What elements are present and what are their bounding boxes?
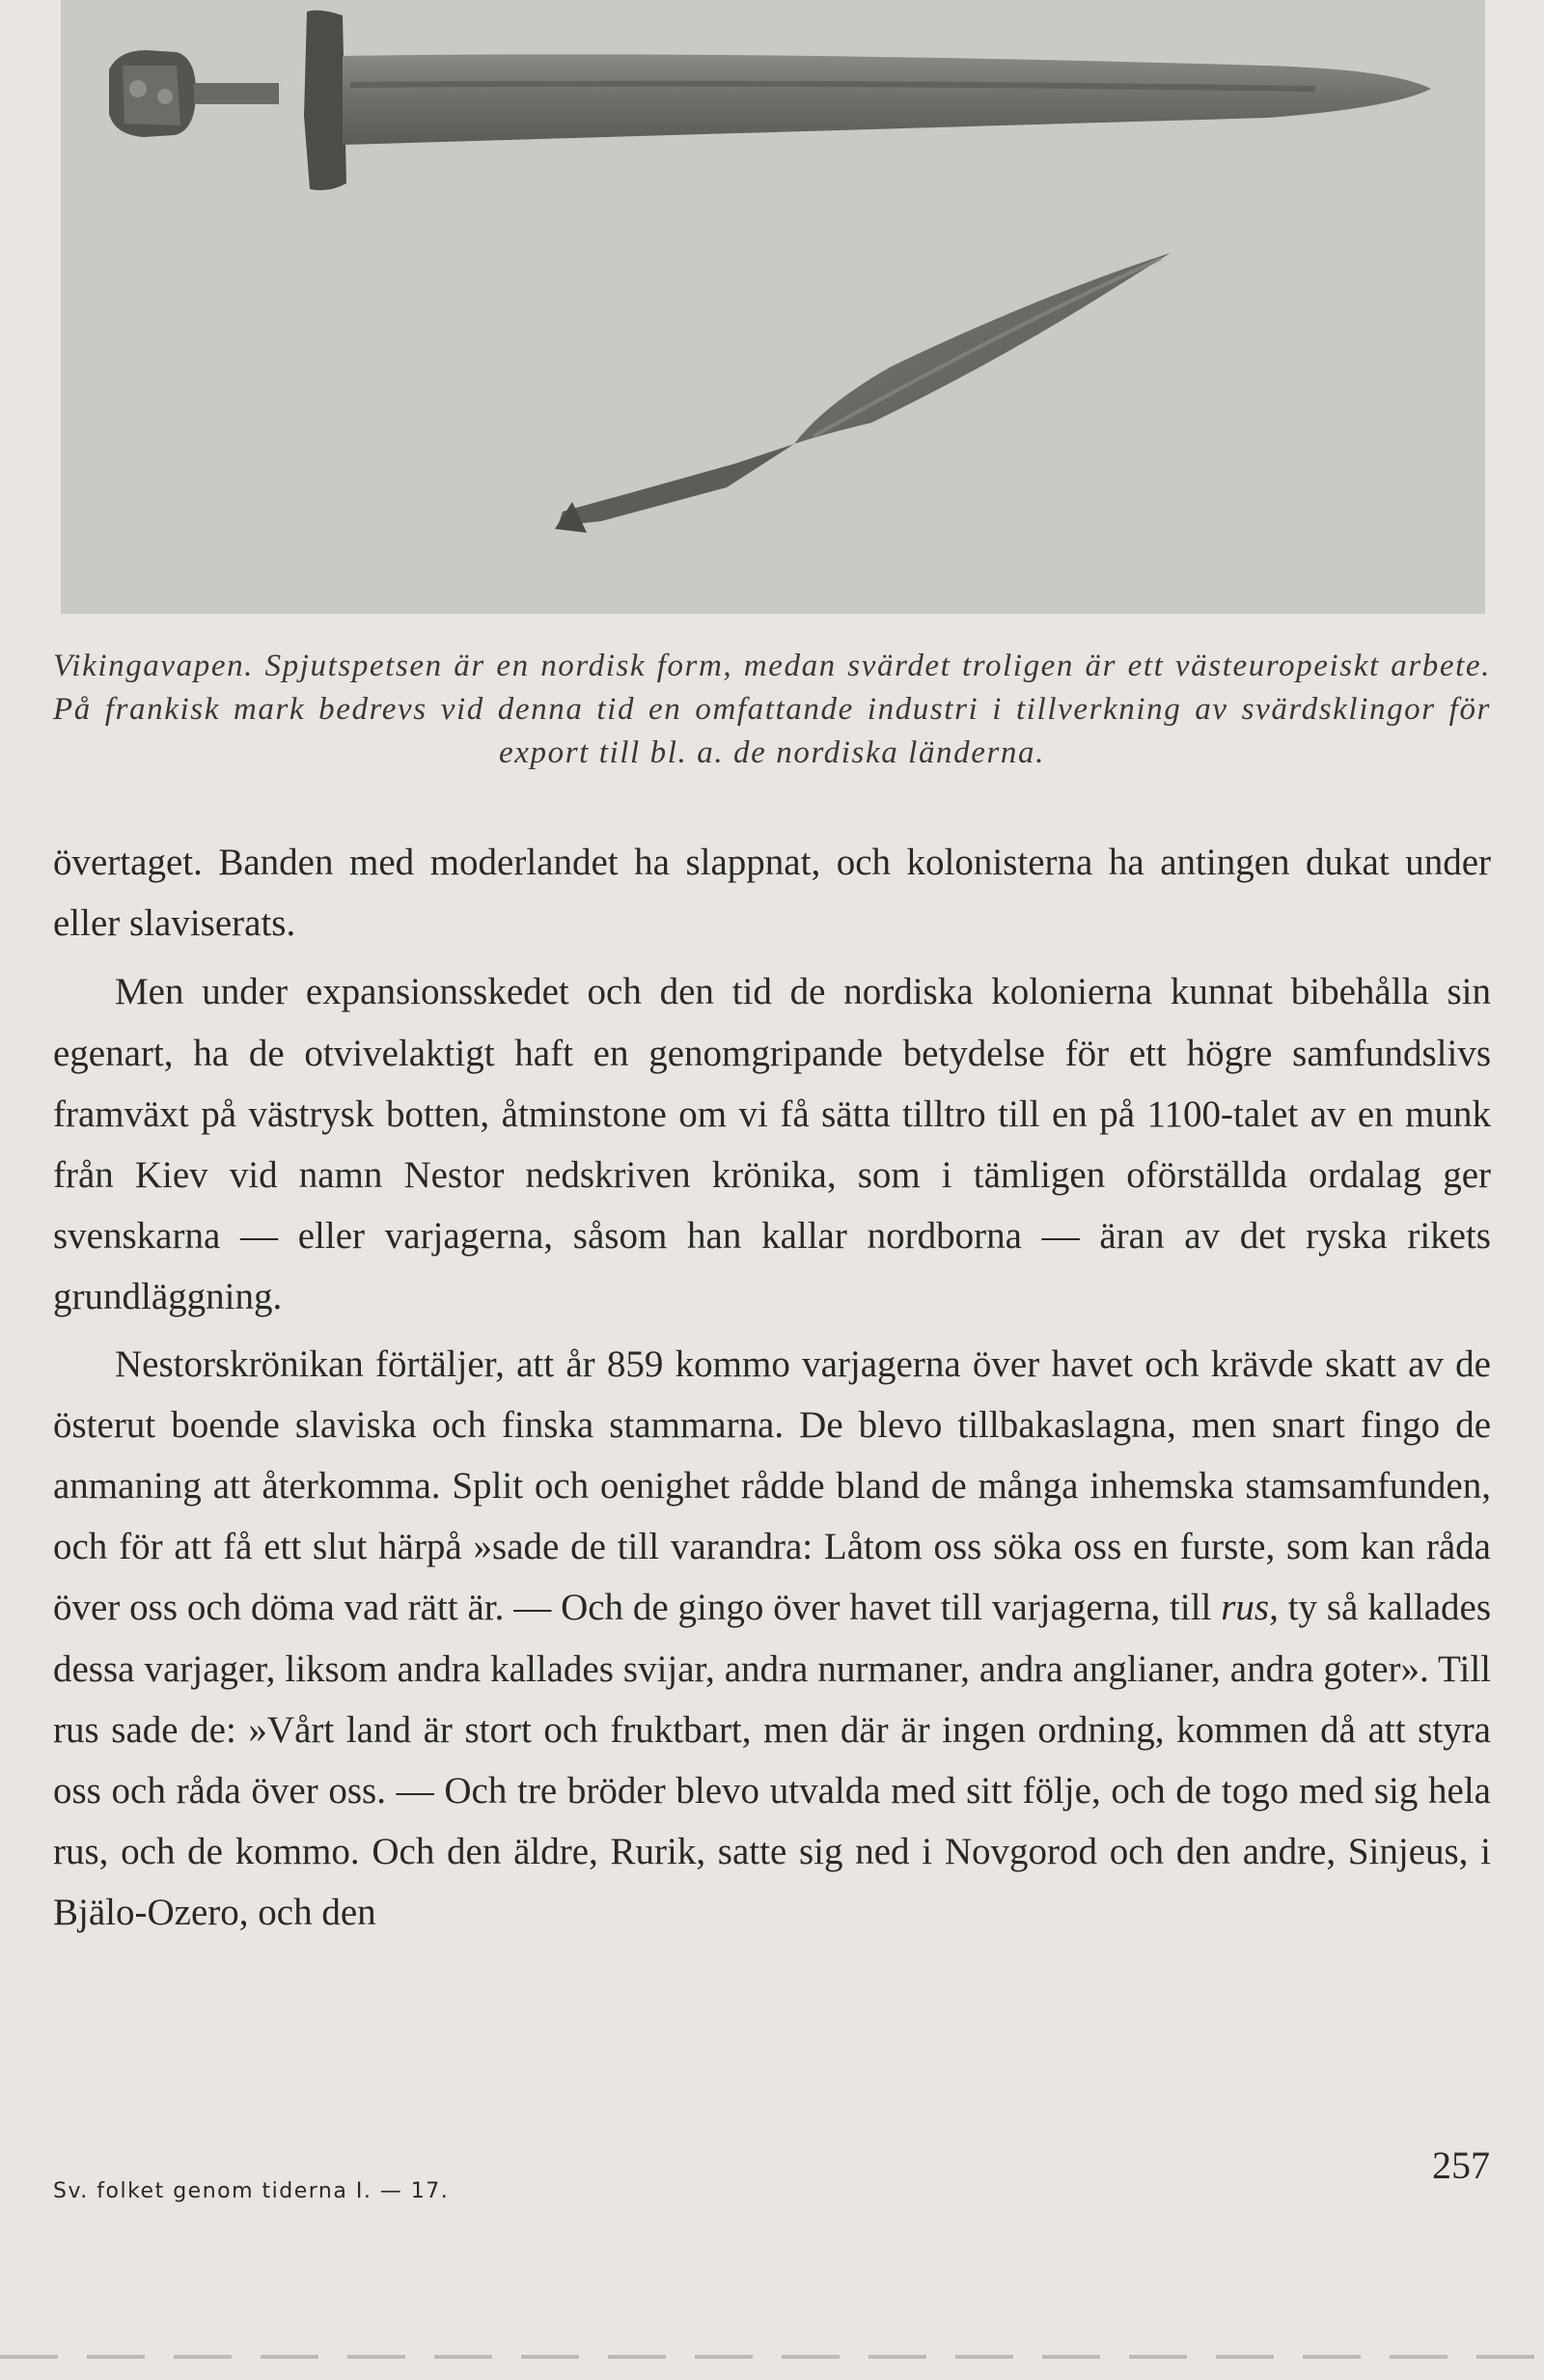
paragraph-text: ty så kallades dessa varjager, liksom andra kallades svijar, andra nurmaner, andra anglianer, andra goter». Till rus sade de: »Vårt land är stort och fruktbart, men där är ingen ordning, kommen då att styra oss och råda över oss. — Och tre bröder blevo utvalda med sitt följe, och de togo med sig hela rus, och de kommo. Och den äldre, Rurik, satte sig ned i Novgorod och den andre, Sinjeus, i Bjälo-Ozero, och den <box>53 1587 1491 1934</box>
signature-mark: Sv. folket genom tiderna I. — 17. <box>53 2179 450 2203</box>
paragraph: Men under expansionsskedet och den tid de nordiska kolonierna kunnat bibehålla sin egenart, ha de otvivelaktigt haft en genomgripande betydelse för ett högre samfundslivs framväxt på västrysk botten, åtminstone om vi få sätta tilltro till en på 1100-talet av en munk från Kiev vid namn Nestor nedskriven krönika, som i tämligen oförställda ordalag ger svenskarna — eller varjagerna, såsom han kallar nordborna — äran av det ryska rikets grundläggning. <box>53 971 1491 1318</box>
page-edge <box>0 2355 1544 2359</box>
paragraph <box>53 1334 1491 1944</box>
figure-caption: Vikingavapen. Spjutspetsen är en nordisk form, medan svärdet troligen är ett västeuropeiskt arbete. På frankisk mark bedrevs vid denna tid en omfattande industri i tillverkning av svärdsklingor för export till bl. a. de nordiska länderna. <box>53 649 1491 770</box>
viking-weapons-illustration <box>61 0 1485 614</box>
main-text <box>53 832 1491 1944</box>
emphasized-word: rus, <box>1221 1587 1279 1629</box>
figure-photo <box>61 0 1485 614</box>
paragraph: övertaget. Banden med moderlandet ha slappnat, och kolonisterna ha antingen dukat under eller slaviserats. <box>53 842 1491 945</box>
page-number: 257 <box>1432 2144 1490 2187</box>
paragraph-text: Nestorskrönikan förtäljer, att år 859 kommo varjagerna över havet och krävde skatt av de österut boende slaviska och finska stammarna. De blevo tillbakaslagna, men snart fingo de anmaning att återkomma. Split och oenighet rådde bland de många inhemska stamsamfunden, och för att få ett slut härpå »sade de till varandra: Låtom oss söka oss en furste, som kan råda över oss och döma vad rätt är. — Och de gingo över havet till varjagerna, till <box>53 1342 1491 1629</box>
